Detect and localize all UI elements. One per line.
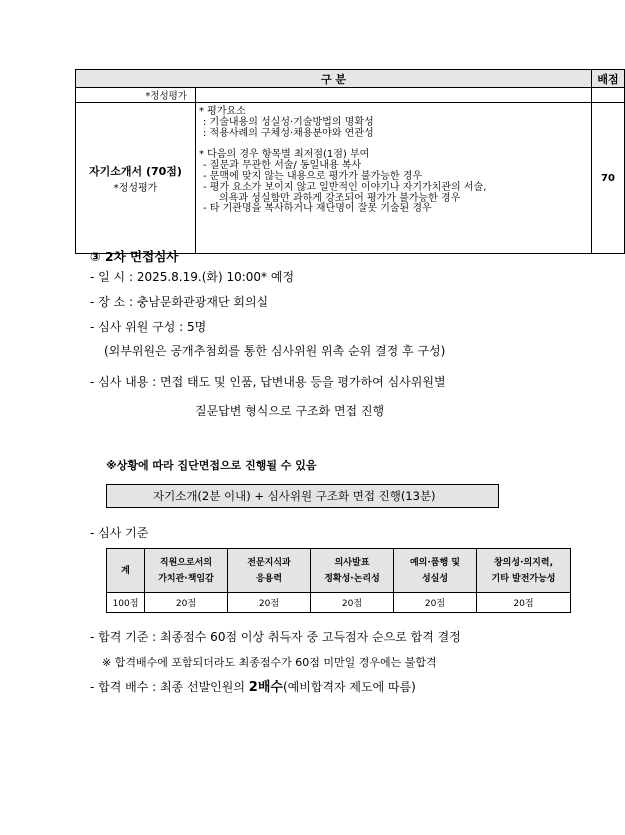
empty-cell [592, 88, 625, 103]
score-cell: 20점 [145, 593, 228, 613]
pass-note: ※ 합격배수에 포함되더라도 최종점수가 60점 미만일 경우에는 불합격 [102, 656, 437, 669]
criteria-line: : 적용사례의 구체성·채용분야와 연관성 [203, 127, 374, 139]
members-line: - 심사 위원 구성 : 5명 [90, 320, 207, 334]
score-value: 70 [592, 103, 625, 254]
score-cell: 20점 [228, 593, 311, 613]
criteria-line: 의욕과 성실함만 과하게 강조되어 평가가 불가능한 경우 [219, 192, 461, 204]
place-line: - 장 소 : 충남문화관광재단 회의실 [90, 295, 269, 309]
members-note: (외부위원은 공개추첨회를 통한 심사위원 위촉 순위 결정 후 구성) [104, 344, 446, 358]
interview-title: ③ 2차 면접심사 [90, 249, 179, 264]
group-interview-note: ※상황에 따라 집단면접으로 진행될 수 있음 [106, 459, 317, 472]
criteria-label: - 심사 기준 [90, 526, 149, 540]
pass-multiple-line: - 합격 배수 : 최종 선발인원의 2배수(예비합격자 제도에 따름) [90, 680, 416, 695]
criteria-line: * 평가요소 [199, 106, 246, 117]
criteria-cell [196, 103, 592, 254]
criteria-line: : 기술내용의 성실성·기술방법의 명확성 [203, 116, 374, 128]
score-header: 의사발표 정확성·논리성 [311, 549, 394, 593]
score-header: 직원으로서의 가치관·책임감 [145, 549, 228, 593]
content-line: - 심사 내용 : 면접 태도 및 인품, 답변내용 등을 평가하여 심사위원별 [90, 375, 446, 389]
header-category: 구 분 [76, 70, 592, 88]
evaluation-table [75, 69, 625, 254]
score-cell: 20점 [311, 593, 394, 613]
content-line: 질문답변 형식으로 구조화 면접 진행 [195, 404, 385, 418]
date-line: - 일 시 : 2025.8.19.(화) 10:00* 예정 [90, 270, 295, 284]
score-cell: 20점 [394, 593, 477, 613]
criteria-line: - 평가 요소가 보이지 않고 일반적인 이야기나 자기가치관의 서술, [203, 181, 487, 193]
score-table [106, 548, 571, 613]
score-cell: 20점 [477, 593, 571, 613]
score-header: 창의성·의지력, 기타 발전가능성 [477, 549, 571, 593]
score-header: 전문지식과 응용력 [228, 549, 311, 593]
self-intro-subtitle: *정성평가 [113, 182, 158, 194]
interview-format-banner: 자기소개(2분 이내) + 심사위원 구조화 면접 진행(13분) [106, 484, 499, 508]
self-intro-title: 자기소개서 (70점) [89, 164, 182, 178]
score-cell: 100점 [107, 593, 145, 613]
pass-criteria-line: - 합격 기준 : 최종점수 60점 이상 취득자 중 고득점자 순으로 합격 결정 [90, 630, 461, 644]
criteria-line: - 질문과 무관한 서술/ 동일내용 복사 [203, 160, 362, 172]
self-intro-cell [76, 103, 196, 254]
pass-multiple-value: 2배수 [248, 680, 283, 695]
criteria-line: - 문맥에 맞지 않는 내용으로 평가가 불가능한 경우 [203, 170, 423, 182]
header-score: 배점 [592, 70, 625, 88]
criteria-line: * 다음의 경우 항목별 최저점(1점) 부여 [199, 149, 370, 161]
criteria-line: - 타 기관명을 복사하거나 재단명이 잘못 기술된 경우 [203, 203, 432, 215]
score-header: 예의·품행 및 성실성 [394, 549, 477, 593]
score-header: 계 [107, 549, 145, 593]
qualitative-label: *정성평가 [76, 88, 196, 103]
empty-cell [196, 88, 592, 103]
